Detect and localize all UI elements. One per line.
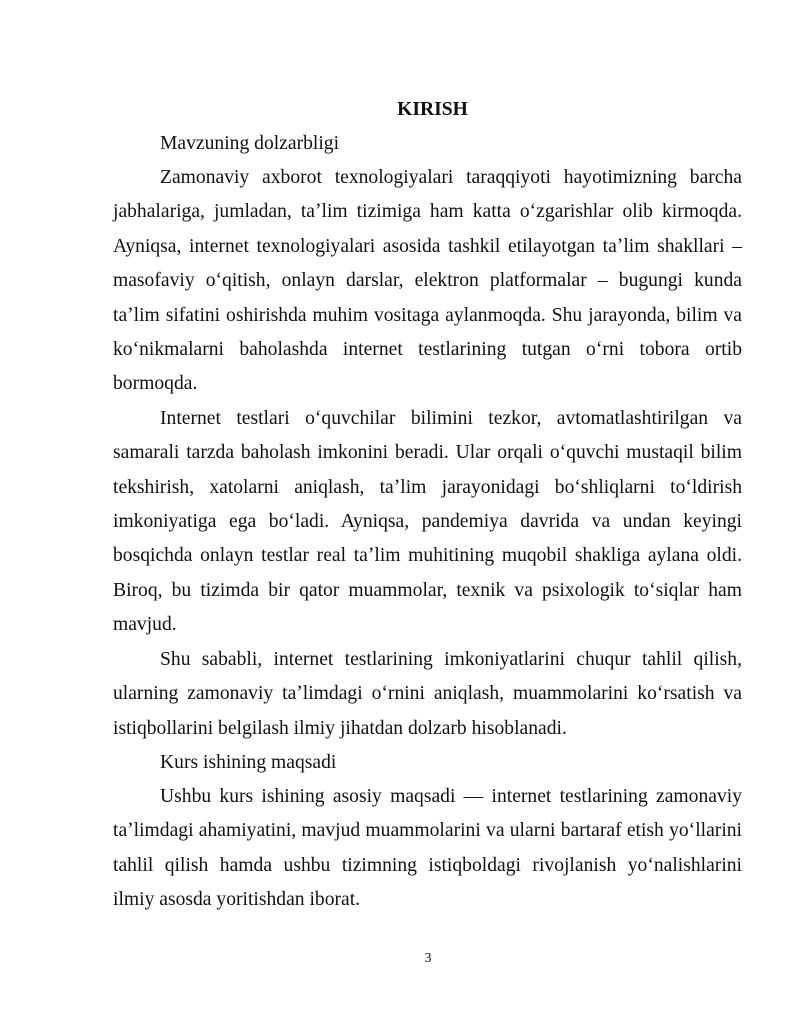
page-number: 3 bbox=[424, 951, 432, 966]
paragraph: Ushbu kurs ishining asosiy maqsadi — internet testlarining zamonaviy taʼlimdagi ahamiyatini, mavjud muammolarini va ularni bartaraf etish yoʻllarini tahlil qilish hamda ushbu tizimning istiqboldagi rivojlanish yoʻnalishlarini ilmiy asosda yoritishdan iborat. bbox=[113, 785, 742, 911]
paragraph: Internet testlari oʻquvchilar bilimini tezkor, avtomatlashtirilgan va samarali tarzda baholash imkonini beradi. Ular orqali oʻquvchi mustaqil bilim tekshirish, xatolarni aniqlash, taʼlim jarayonidagi boʻshliqlarni toʻldirish imkoniyatiga ega boʻladi. Ayniqsa, pandemiya davrida va undan keyingi bosqichda onlayn testlar real taʼlim muhitining muqobil shakliga aylana oldi. Biroq, bu tizimda bir qator muammolar, texnik va psixologik toʻsiqlar ham mavjud. bbox=[113, 407, 742, 636]
paragraph: Shu sababli, internet testlarining imkoniyatlarini chuqur tahlil qilish, ularning zamonaviy taʼlimdagi oʻrnini aniqlash, muammolarini koʻrsatish va istiqbollarini belgilash ilmiy jihatdan dolzarb hisoblanadi. bbox=[113, 648, 742, 739]
paragraph: Zamonaviy axborot texnologiyalari taraqqiyoti hayotimizning barcha jabhalariga, jumladan, taʼlim tizimiga ham katta oʻzgarishlar olib kirmoqda. Ayniqsa, internet texnologiyalari asosida tashkil etilayotgan taʼlim shakllari – masofaviy oʻqitish, onlayn darslar, elektron platformalar – bugungi kunda taʼlim sifatini oshirishda muhim vositaga aylanmoqda. Shu jarayonda, bilim va koʻnikmalarni baholashda internet testlarining tutgan oʻrni tobora ortib bormoqda. bbox=[113, 167, 742, 395]
page-title: KIRISH bbox=[397, 99, 468, 120]
section-heading-relevance: Mavzuning dolzarbligi bbox=[160, 133, 340, 154]
page-content bbox=[113, 93, 742, 918]
section-heading-goal: Kurs ishining maqsadi bbox=[160, 751, 337, 773]
